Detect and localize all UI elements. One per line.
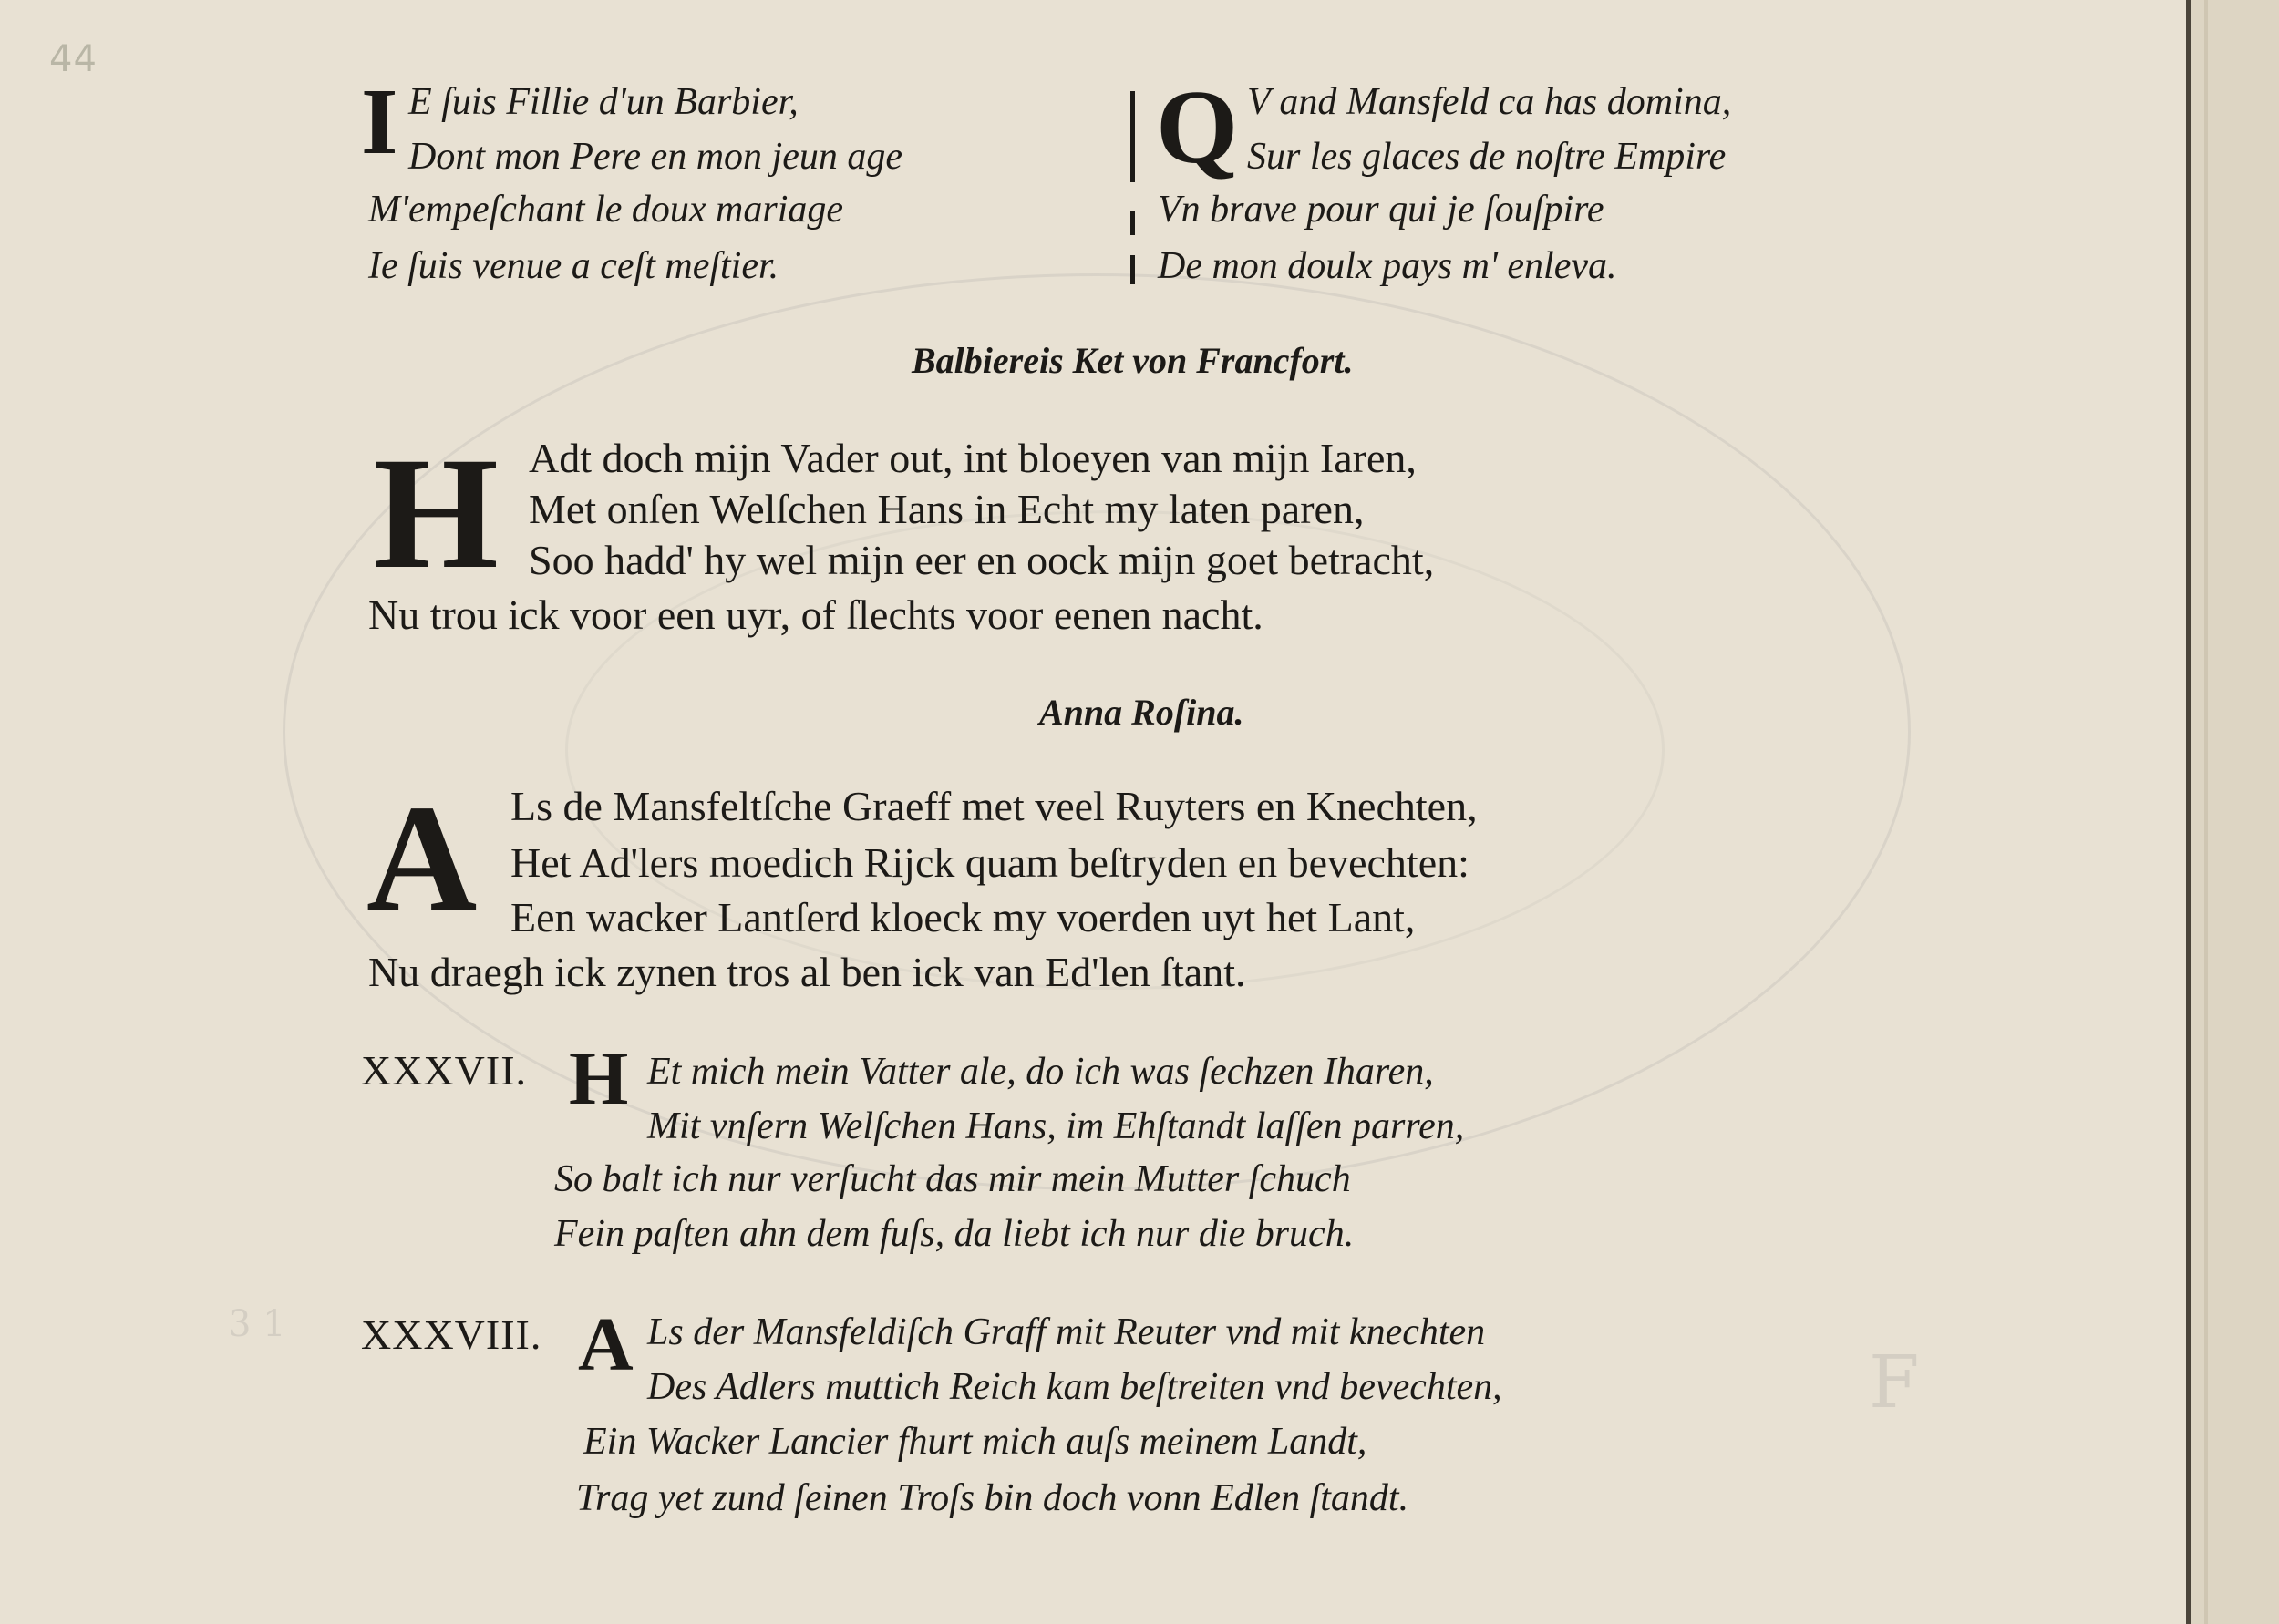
adjacent-page-fold bbox=[2204, 0, 2208, 1624]
anna-verse-title: Anna Roſina. bbox=[1039, 692, 1244, 733]
german-37-initial: H bbox=[569, 1036, 629, 1121]
column-separator-1 bbox=[1130, 91, 1135, 182]
german-38-numeral: XXXVIII. bbox=[361, 1311, 542, 1358]
anna-verse-line-2: Het Ad'lers moedich Rijck quam beſtryden en bevechten: bbox=[510, 839, 1469, 886]
anna-verse-initial: A bbox=[366, 774, 478, 943]
french-left-line-3: M'empeſchant le doux mariage bbox=[368, 189, 844, 231]
anna-verse-line-1: Ls de Mansfeltſche Graeff met veel Ruyters en Knechten, bbox=[510, 783, 1478, 829]
dutch-verse-line-3: Soo hadd' hy wel mijn eer en oock mijn goet betracht, bbox=[529, 537, 1435, 583]
german-37-line-3: So balt ich nur verſucht das mir mein Mutter ſchuch bbox=[554, 1158, 1351, 1200]
anna-verse-line-3: Een wacker Lantſerd kloeck my voerden uyt het Lant, bbox=[510, 894, 1416, 940]
german-37-line-1: Et mich mein Vatter ale, do ich was ſechzen Iharen, bbox=[647, 1051, 1434, 1093]
show-through-initial: F bbox=[1869, 1340, 1920, 1424]
french-right-line-1: V and Mansfeld ca has domina, bbox=[1247, 81, 1732, 123]
show-through-heading: 3 1 bbox=[228, 1303, 286, 1345]
french-right-initial: Q bbox=[1156, 69, 1239, 186]
german-37-line-2: Mit vnſern Welſchen Hans, im Ehſtandt laſſen parren, bbox=[647, 1105, 1465, 1147]
page-number: 44 bbox=[49, 38, 98, 80]
french-right-line-4: De mon doulx pays m' enleva. bbox=[1158, 245, 1617, 287]
column-separator-2 bbox=[1130, 211, 1135, 235]
dutch-verse-line-2: Met onſen Welſchen Hans in Echt my laten paren, bbox=[529, 486, 1365, 532]
french-left-initial: I bbox=[361, 69, 398, 174]
german-37-line-4: Fein paſten ahn dem fuſs, da liebt ich nur die bruch. bbox=[554, 1213, 1355, 1255]
french-left-line-1: E ſuis Fillie d'un Barbier, bbox=[408, 81, 799, 123]
dutch-verse-line-4: Nu trou ick voor een uyr, of ſlechts voor eenen nacht. bbox=[368, 591, 1263, 638]
french-right-line-3: Vn brave pour qui je ſouſpire bbox=[1158, 189, 1604, 231]
german-38-line-3: Ein Wacker Lancier fhurt mich auſs meinem Landt, bbox=[583, 1421, 1367, 1463]
dutch-verse-title: Balbiereis Ket von Francfort. bbox=[912, 340, 1354, 381]
anna-verse-line-4: Nu draegh ick zynen tros al ben ick van Ed'len ſtant. bbox=[368, 949, 1246, 995]
french-left-line-4: Ie ſuis venue a ceſt meſtier. bbox=[368, 245, 779, 287]
french-right-line-2: Sur les glaces de noſtre Empire bbox=[1247, 136, 1727, 178]
german-37-numeral: XXXVII. bbox=[361, 1047, 528, 1094]
german-38-line-4: Trag yet zund ſeinen Troſs bin doch vonn Edlen ſtandt. bbox=[576, 1477, 1409, 1519]
french-left-line-2: Dont mon Pere en mon jeun age bbox=[408, 136, 902, 178]
dutch-verse-initial: H bbox=[374, 425, 499, 602]
german-38-line-2: Des Adlers muttich Reich kam beſtreiten vnd bevechten, bbox=[647, 1366, 1502, 1408]
column-separator-3 bbox=[1130, 255, 1135, 284]
german-38-initial: A bbox=[578, 1302, 634, 1387]
dutch-verse-line-1: Adt doch mijn Vader out, int bloeyen van mijn Iaren, bbox=[529, 435, 1417, 481]
german-38-line-1: Ls der Mansfeldiſch Graff mit Reuter vnd mit knechten bbox=[647, 1311, 1486, 1353]
